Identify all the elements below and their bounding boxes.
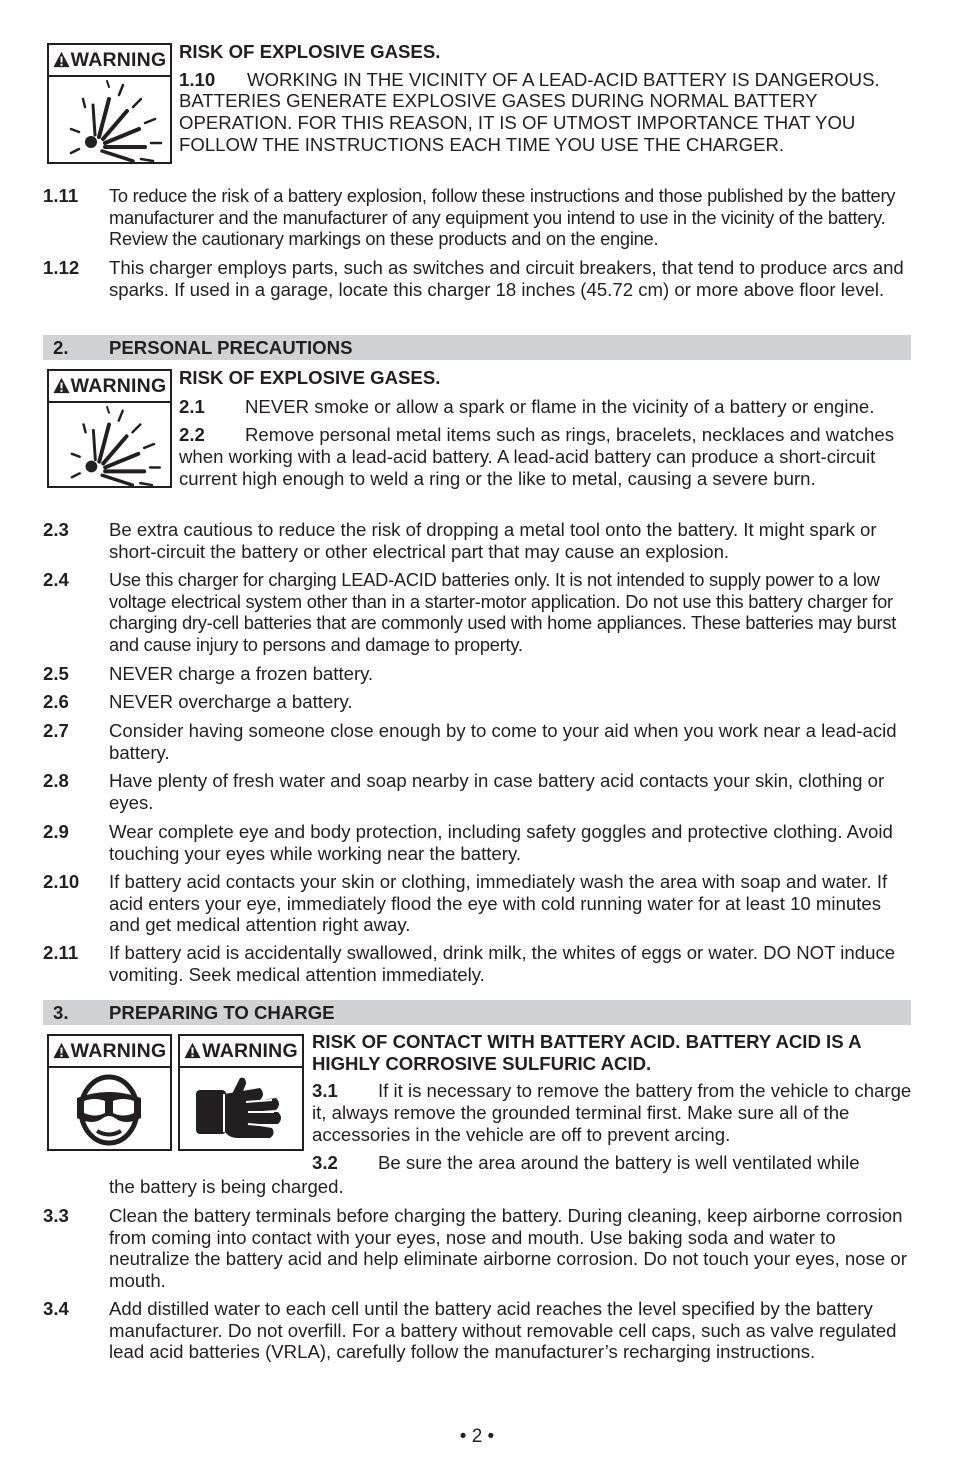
risk-heading: RISK OF EXPLOSIVE GASES.	[179, 367, 441, 388]
item-number: 3.3	[43, 1205, 69, 1226]
warning-triangle-icon	[184, 1042, 201, 1059]
warning-label: WARNING	[49, 371, 170, 403]
item-number: 2.7	[43, 720, 69, 741]
risk-heading: RISK OF CONTACT WITH BATTERY ACID. BATTERY ACID IS A HIGHLY CORROSIVE SULFURIC ACID.	[312, 1031, 861, 1074]
warning-label: WARNING	[180, 1036, 302, 1068]
item-number: 2.5	[43, 663, 69, 684]
warning-item: 2.2 Remove personal metal items such as rings, bracelets, necklaces and watches when working with a lead-acid battery. A lead-acid battery can produce a short-circuit current high enough to weld a ring or the like to metal, causing a severe burn.	[179, 424, 895, 489]
warning-label: WARNING	[49, 45, 170, 77]
warning-item: 3.1 If it is necessary to remove the battery from the vehicle to charge it, always remove the grounded terminal first. Make sure all of the accessories in the vehicle are off to prevent arcing.	[312, 1080, 912, 1145]
item-number: 2.9	[43, 821, 69, 842]
safety-goggles-icon	[49, 1068, 170, 1151]
risk-heading: RISK OF EXPLOSIVE GASES.	[179, 41, 441, 62]
item-text: To reduce the risk of a battery explosion, follow these instructions and those published by the battery manufacturer and the manufacturer of any equipment you intend to use in the vicinity of the battery. Review the cautionary markings on these products and on the engine.	[109, 185, 896, 250]
warning-item: 1.10 WORKING IN THE VICINITY OF A LEAD-ACID BATTERY IS DANGEROUS. BATTERIES GENERATE EXPLOSIVE GASES DURING NORMAL BATTERY OPERATION. FOR THIS REASON, IT IS OF UTMOST IMPORTANCE THAT YOU FOLLOW THE INSTRUCTIONS EACH TIME YOU USE THE CHARGER.	[179, 68, 880, 155]
section-header-personal-precautions: 2. PERSONAL PRECAUTIONS	[43, 335, 911, 360]
item-number: 3.4	[43, 1298, 69, 1319]
warning-triangle-icon	[53, 51, 70, 68]
warning-box-gloves	[178, 1034, 304, 1151]
item-number: 2.6	[43, 691, 69, 712]
explosion-icon	[49, 77, 170, 164]
item-text: If battery acid is accidentally swallowed, drink milk, the whites of eggs or water. DO NOT induce vomiting. Seek medical attention immediately.	[109, 942, 896, 985]
item-number: 2.4	[43, 569, 69, 590]
item-number: 2.10	[43, 871, 80, 892]
item-text: Have plenty of fresh water and soap nearby in case battery acid contacts your skin, clothing or eyes.	[109, 770, 885, 813]
item-text: Wear complete eye and body protection, including safety goggles and protective clothing. Avoid touching your eyes while working near the battery.	[109, 821, 893, 864]
warning-block-2	[179, 367, 914, 490]
item-number: 2.11	[43, 942, 79, 963]
item-text: Consider having someone close enough by to come to your aid when you work near a lead-acid battery.	[109, 720, 897, 763]
item-text: Be extra cautious to reduce the risk of dropping a metal tool onto the battery. It might spark or short-circuit the battery or other electrical part that may cause an explosion.	[109, 519, 877, 562]
warning-block-1	[179, 40, 914, 156]
item-text: Use this charger for charging LEAD-ACID batteries only. It is not intended to supply power to a low voltage electrical system other than in a starter-motor application. Do not use this battery charger for charging dry-cell batteries that are commonly used with home appliances. These batteries may burst and cause injury to persons and damage to property.	[109, 569, 897, 656]
section-header-preparing-to-charge: 3. PREPARING TO CHARGE	[43, 1000, 911, 1025]
warning-triangle-icon	[53, 377, 70, 394]
explosion-icon	[49, 403, 170, 488]
warning-item: 2.1 NEVER smoke or allow a spark or flame in the vicinity of a battery or engine.	[179, 395, 875, 417]
item-text: NEVER overcharge a battery.	[109, 691, 353, 712]
warning-label: WARNING	[49, 1036, 170, 1068]
item-number: 1.11	[43, 185, 79, 206]
warning-box-goggles	[47, 1034, 172, 1151]
item-number: 1.12	[43, 257, 80, 278]
page-number: • 2 •	[459, 1426, 495, 1447]
item-text: This charger employs parts, such as switches and circuit breakers, that tend to produce arcs and sparks. If used in a garage, locate this charger 18 inches (45.72 cm) or more above floor level.	[109, 257, 904, 300]
warning-item: 3.2 Be sure the area around the battery is well ventilated while	[312, 1151, 860, 1173]
warning-triangle-icon	[53, 1042, 70, 1059]
item-text: Clean the battery terminals before charging the battery. During cleaning, keep airborne corrosion from coming into contact with your eyes, nose and mouth. Use baking soda and water to neutralize the battery acid and help eliminate airborne corrosion. Do not touch your eyes, nose or mouth.	[109, 1205, 907, 1292]
item-number: 2.8	[43, 770, 69, 791]
item-text: If battery acid contacts your skin or clothing, immediately wash the area with soap and water. If acid enters your eye, immediately flood the eye with cold running water for at least 10 minutes and get medical attention right away.	[109, 871, 888, 936]
item-text-continued: the battery is being charged.	[109, 1176, 344, 1197]
warning-box-explosive-1	[47, 43, 172, 164]
protective-glove-icon	[180, 1068, 302, 1151]
item-number: 2.3	[43, 519, 69, 540]
warning-box-explosive-2	[47, 369, 172, 488]
item-text: Add distilled water to each cell until the battery acid reaches the level specified by the battery manufacturer. Do not overfill. For a battery without removable cell caps, such as valve regulated lead acid batteries (VRLA), carefully follow the manufacturer’s recharging instructions.	[109, 1298, 897, 1363]
item-text: NEVER charge a frozen battery.	[109, 663, 374, 684]
warning-block-3	[312, 1031, 912, 1173]
